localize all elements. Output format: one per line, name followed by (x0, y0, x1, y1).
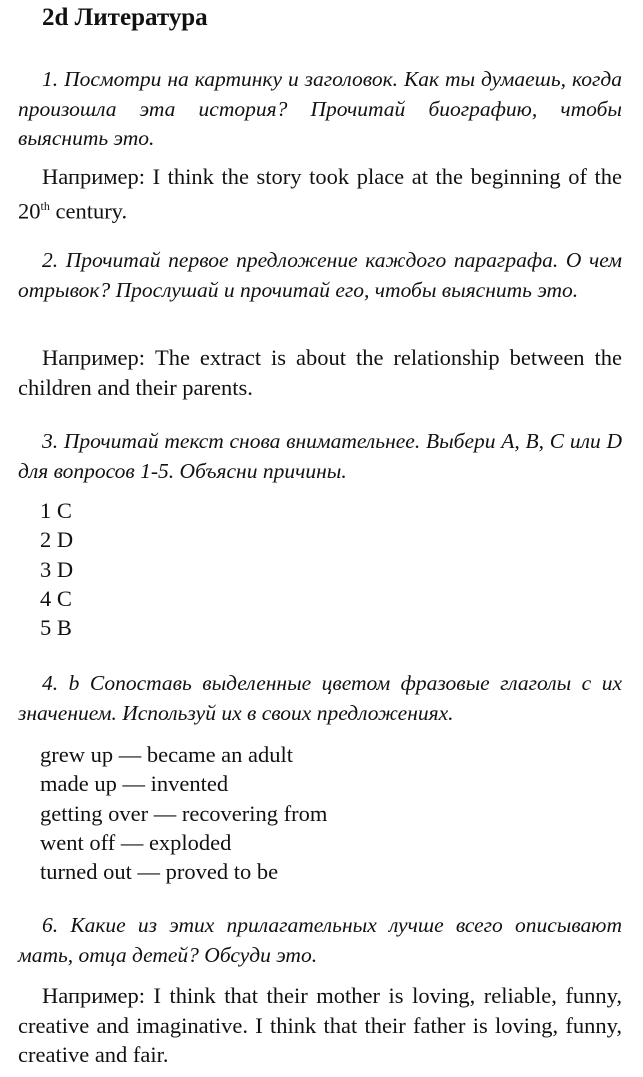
list-item: getting over — recovering from (40, 800, 328, 826)
answer-6: Например: I think that their mother is loving, reliable, funny, creative and imaginative. I think that their father is loving, funny, creative and fair. (18, 983, 622, 1067)
answer-1-suffix: century. (49, 198, 128, 223)
list-item: 2 D (40, 527, 74, 553)
answer-1 (18, 162, 622, 226)
answer-2: Например: The extract is about the relationship between the children and their parents. (18, 345, 622, 400)
list-item: went off — exploded (40, 829, 232, 855)
task-6: 6. Какие из этих прилагательных лучше всего описывают мать, отца детей? Обсуди это. (18, 913, 622, 967)
answer-4-list (40, 740, 327, 886)
answer-1-text: Например: I think the story took place at the beginning of the 20 (18, 164, 622, 223)
answer-3-list (40, 496, 73, 642)
page-title: 2d Литература (42, 4, 208, 31)
list-item: 5 B (40, 615, 72, 641)
task-1: 1. Посмотри на картинку и заголовок. Как ты думаешь, когда произошла эта история? Прочитай биографию, чтобы выяснить это. (18, 67, 622, 150)
list-item: grew up — became an adult (40, 742, 294, 767)
task-2: 2. Прочитай первое предложение каждого параграфа. О чем отрывок? Прослушай и прочитай его, чтобы выяснить это. (18, 248, 622, 302)
list-item: made up — invented (40, 771, 229, 797)
list-item: 1 C (40, 498, 72, 523)
list-item: 4 C (40, 585, 72, 611)
task-4: 4. b Сопоставь выделенные цветом фразовые глаголы с их значением. Используй их в своих предложениях. (18, 671, 622, 725)
answer-1-sup: th (40, 198, 50, 213)
task-3: 3. Прочитай текст снова внимательнее. Выбери A, B, C или D для вопросов 1-5. Объясни причины. (18, 429, 622, 483)
list-item: 3 D (40, 556, 74, 582)
list-item: turned out — proved to be (40, 859, 279, 885)
